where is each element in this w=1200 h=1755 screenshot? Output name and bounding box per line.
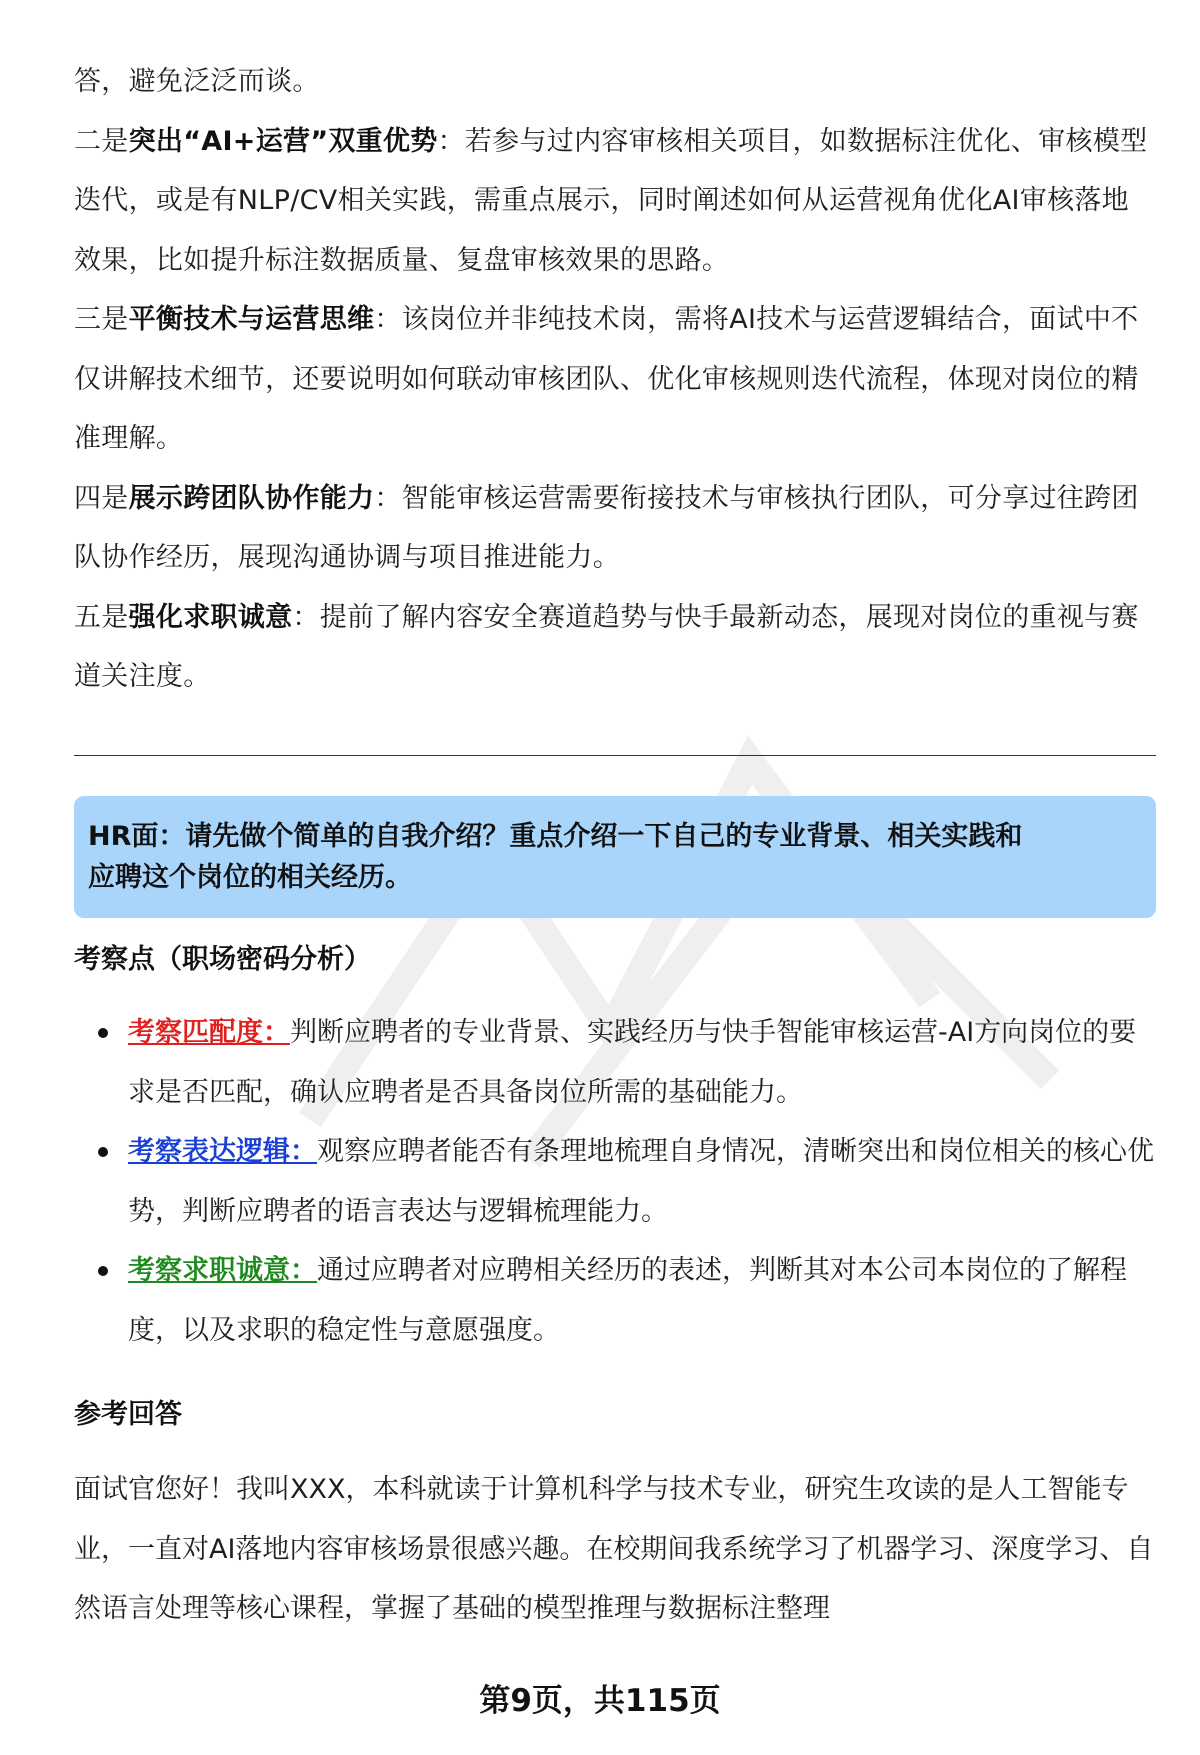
list-item [74, 1122, 1156, 1241]
reference-heading: 参考回答 [74, 1399, 182, 1430]
paragraph-4 [74, 588, 1156, 707]
paragraph-text: 答，避免泛泛而谈。 [74, 66, 320, 97]
hr-question-line-1: HR面：请先做个简单的自我介绍？重点介绍一下自己的专业背景、相关实践和 [88, 821, 1023, 852]
paragraph-prefix: 四是 [74, 482, 129, 514]
paragraph-text: ：智能审核运营需要衔接技术与审核执行团队，可分享过往跨团队协作经历，展现沟通协调与项目推进能力。 [74, 482, 1139, 573]
paragraph-prefix: 二是 [74, 125, 129, 157]
paragraph-3 [74, 469, 1156, 588]
exam-point-tag: 考察表达逻辑： [128, 1136, 317, 1167]
paragraph-prefix: 五是 [74, 601, 129, 633]
paragraph-text: ：若参与过内容审核相关项目，如数据标注优化、审核模型迭代，或是有NLP/CV相关实践，需重点展示，同时阐述如何从运营视角优化AI审核落地效果，比如提升标注数据质量、复盘审核效果的思路。 [74, 125, 1148, 276]
paragraph-bold: 突出“AI+运营”双重优势 [128, 125, 438, 157]
page-number: 第9页，共115页 [479, 1683, 721, 1719]
exam-point-tag: 考察求职诚意： [128, 1255, 317, 1286]
exam-points-list [74, 1003, 1156, 1360]
top-section [74, 52, 1156, 707]
exam-point-text: 观察应聘者能否有条理地梳理自身情况，清晰突出和岗位相关的核心优势，判断应聘者的语言表达与逻辑梳理能力。 [128, 1136, 1154, 1227]
list-item [74, 1003, 1156, 1122]
bullet-icon [98, 1147, 108, 1157]
paragraph-2 [74, 290, 1156, 469]
paragraph-prefix: 三是 [74, 304, 129, 335]
paragraph-bold: 平衡技术与运营思维 [128, 304, 375, 335]
exam-point-tag: 考察匹配度： [128, 1017, 290, 1048]
paragraph-1 [74, 112, 1156, 291]
paragraph-0 [74, 52, 1156, 112]
exam-point-text: 判断应聘者的专业背景、实践经历与快手智能审核运营-AI方向岗位的要求是否匹配，确认应聘者是否具备岗位所需的基础能力。 [128, 1017, 1137, 1108]
hr-question-line-2: 应聘这个岗位的相关经历。 [88, 862, 412, 893]
paragraph-text: ：提前了解内容安全赛道趋势与快手最新动态，展现对岗位的重视与赛道关注度。 [74, 601, 1139, 692]
bullet-icon [98, 1266, 108, 1276]
hr-question-box [74, 796, 1156, 918]
paragraph-bold: 展示跨团队协作能力 [128, 482, 375, 514]
exam-points-heading: 考察点（职场密码分析） [74, 944, 371, 975]
section-divider [74, 755, 1156, 756]
paragraph-text: ：该岗位并非纯技术岗，需将AI技术与运营逻辑结合，面试中不仅讲解技术细节，还要说明如何联动审核团队、优化审核规则迭代流程，体现对岗位的精准理解。 [74, 304, 1139, 454]
bullet-icon [98, 1028, 108, 1038]
list-item [74, 1241, 1156, 1360]
reference-answer: 面试官您好！我叫XXX，本科就读于计算机科学与技术专业，研究生攻读的是人工智能专业，一直对AI落地内容审核场景很感兴趣。在校期间我系统学习了机器学习、深度学习、自然语言处理等核心课程，掌握了基础的模型推理与数据标注整理 [74, 1474, 1154, 1624]
paragraph-bold: 强化求职诚意 [128, 601, 293, 633]
exam-point-text: 通过应聘者对应聘相关经历的表述，判断其对本公司本岗位的了解程度，以及求职的稳定性与意愿强度。 [128, 1255, 1127, 1346]
